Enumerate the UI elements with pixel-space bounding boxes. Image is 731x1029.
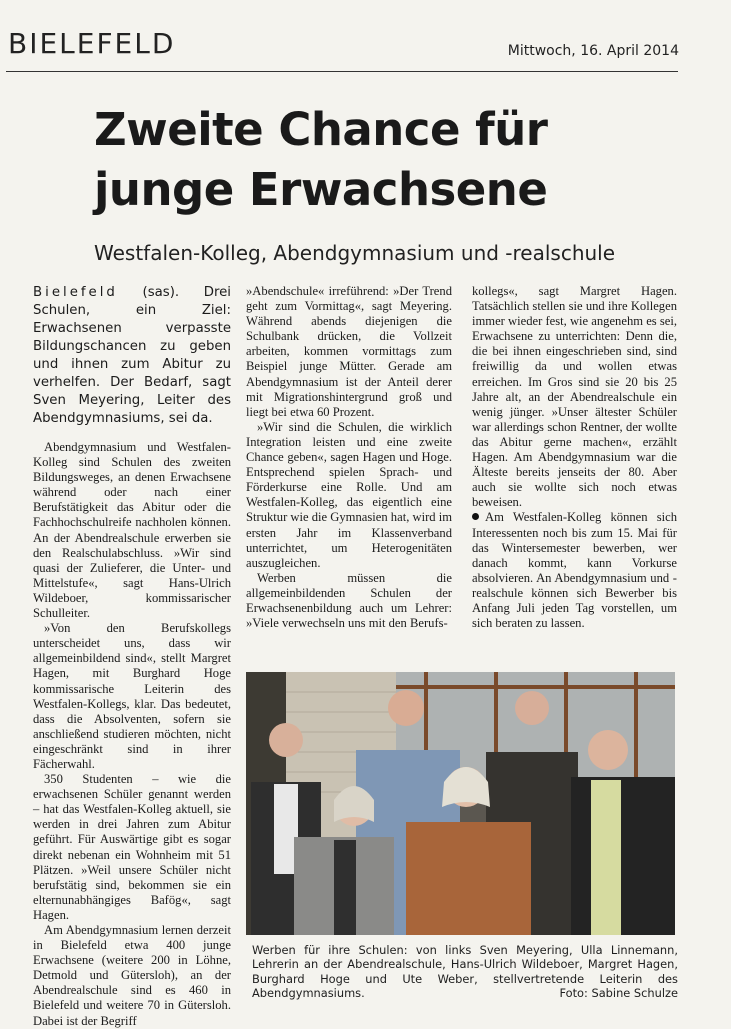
- body-paragraph: Werben müssen die allgemeinbildenden Schulen der Erwachsenenbildung auch um Lehrer: »Viele verwechseln uns mit den Berufs-: [246, 570, 452, 631]
- caption-text: Werben für ihre Schulen: von links Sven Meyering, Ulla Linnemann, Lehrerin an der Abendrealschule, Hans-Ulrich Wildeboer, Margret Hagen, Burghard Hoge und Ute Weber, stellvertretende Leiterin des Abendgymnasiums.: [252, 943, 678, 1001]
- info-box: [472, 510, 677, 631]
- headline: [94, 100, 654, 220]
- body-paragraph: »Von den Berufskollegs unterscheidet uns, dass wir allgemeinbildend sind«, stellt Margret Hagen, mit Burghard Hoge kommissarische Leiterin des Westfalen-Kollegs, klar. Das bedeutet, dass die Absolventen, sofern sie anschließend studieren möchten, nicht eingeschränkt sind in ihrer Fächerwahl.: [33, 621, 231, 771]
- body-paragraph: kollegs«, sagt Margret Hagen. Tatsächlich stellen sie und ihre Kollegen immer wieder fest, wie angenehm es sei, Erwachsene zu unterrichten: Denn die, die bei ihnen eingeschrieben sind, sind freiwillig da und wollen etwas erreichen. Im Gros sind sie 20 bis 25 Jahre alt, an der Abendrealschule ein wenig jünger. »Unser ältester Schüler war allerdings schon Rentner, der wollte das Abitur gerne machen«, erzählt Hagen. Am Abendgymnasium war die Älteste bereits jenseits der 80. Aber auch sie wollte sich noch etwas beweisen.: [472, 284, 677, 510]
- body-paragraph: »Wir sind die Schulen, die wirklich Integration leisten und eine zweite Chance geben«, sagen Hagen und Hoge. Entsprechend spielen Sprach- und Förderkurse eine Rolle. Und am Westfalen-Kolleg, das eigentlich eine Struktur wie die Gymnasien hat, wird im ersten Jahr im Klassenverband unterrichtet, um Heterogenitäten auszugleichen.: [246, 419, 453, 570]
- body-paragraph: Am Abendgymnasium lernen derzeit in Bielefeld etwa 400 junge Erwachsene (weitere 200 in Löhne, Detmold und Gütersloh), an der Abendrealschule sind es 460 in Bielefeld und weitere 70 in Gütersloh. Dabei ist der Begriff: [33, 923, 231, 1028]
- dateline: Bielefeld: [33, 285, 118, 300]
- group-photo-illustration: [246, 672, 675, 935]
- photo-caption: [252, 943, 678, 1001]
- body-paragraph: 350 Studenten – wie die erwachsenen Schüler genannt werden – hat das Westfalen-Kolleg aktuell, sie werden in drei Jahren zum Abitur geführt. Für Auswärtige gibt es sogar direkt nebenan ein Wohnheim mit 51 Plätzen. »Weil unsere Schüler nicht berufstätig sind, bekommen sie ein elternunabhängiges Bafög«, sagt Hagen.: [33, 772, 231, 922]
- article-column-1: [33, 284, 231, 1029]
- article-column-2: [246, 284, 452, 631]
- lead-text: (sas). Drei Schulen, ein Ziel: Erwachsenen verpasste Bildungschancen zu geben und ihnen zum Abitur zu verhelfen. Der Bedarf, sagt Sven Meyering, Leiter des Abendgymnasiums, sei da.: [33, 285, 232, 426]
- info-box-text: Am Westfalen-Kolleg können sich Interessenten noch bis zum 15. Mai für das Wintersemester bewerben, wer danach kommt, kann Vorkurse absolvieren. An Abendgymnasium und -realschule können sich Bewerber bis Anfang Juli jeden Tag vorstellen, um sich beraten zu lassen.: [472, 510, 677, 631]
- issue-date: Mittwoch, 16. April 2014: [507, 43, 679, 59]
- body-paragraph: »Abendschule« irreführend: »Der Trend geht zum Vormittag«, sagt Meyering. Während abends diejenigen die Schulbank drücken, die Vollzeit arbeiten, kommen vormittags zum Beispiel junge Mütter. Gerade am Abendgymnasium ist der Anteil derer mit Migrationshintergrund groß und liegt bei etwa 60 Prozent.: [246, 284, 452, 419]
- header-divider: [6, 71, 678, 72]
- group-photo: [246, 672, 675, 935]
- subheadline: Westfalen-Kolleg, Abendgymnasium und -realschule: [94, 241, 616, 265]
- headline-line-2: junge Erwachsene: [94, 163, 548, 216]
- headline-line-1: Zweite Chance für: [94, 103, 548, 156]
- body-paragraph: Abendgymnasium und Westfalen-Kolleg sind Schulen des zweiten Bildungsweges, an denen Erwachsene während oder nach einer Berufstätigkeit das Abitur oder die Fachhochschulreife nachholen können. An der Abendrealschule erwerben sie den Realschulabschluss. »Wir sind quasi der Zulieferer, die Unter- und Mittelstufe«, sagt Hans-Ulrich Wildeboer, kommissarischer Schulleiter.: [33, 440, 231, 621]
- section-label: BIELEFELD: [8, 27, 176, 60]
- photo-credit: Foto: Sabine Schulze: [559, 986, 678, 1001]
- bullet-icon: [472, 513, 479, 520]
- article-column-3: [472, 284, 677, 631]
- lead-paragraph: [33, 284, 231, 428]
